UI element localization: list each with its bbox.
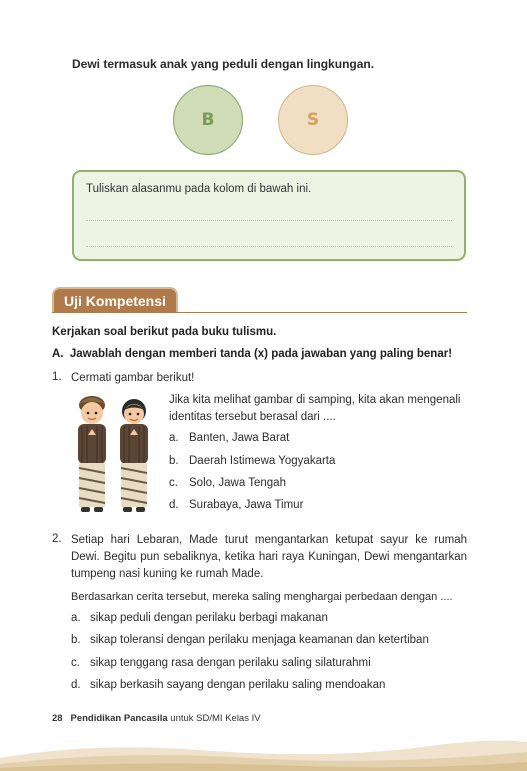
choice-s-label: S <box>306 110 320 130</box>
option-letter[interactable]: a. <box>71 612 81 624</box>
option-letter[interactable]: b. <box>71 634 81 646</box>
option-text[interactable]: sikap toleransi dengan perilaku menjaga keamanan dan ketertiban <box>90 634 429 646</box>
question-prompt: Cermati gambar berikut! <box>71 372 195 384</box>
question-number: 1. <box>52 371 62 383</box>
section-divider <box>52 312 467 313</box>
option-text[interactable]: sikap peduli dengan perilaku berbagi makanan <box>90 612 328 624</box>
option-letter[interactable]: c. <box>169 477 178 489</box>
question-text: identitas tersebut berasal dari .... <box>169 411 336 423</box>
book-subtitle: untuk SD/MI Kelas IV <box>167 713 261 724</box>
option-letter[interactable]: b. <box>169 455 179 467</box>
option-text[interactable]: sikap tenggang rasa dengan perilaku saling silaturahmi <box>90 657 371 669</box>
option-letter[interactable]: a. <box>169 432 179 444</box>
question-number: 2. <box>52 533 62 545</box>
option-text[interactable]: Surabaya, Jawa Timur <box>189 499 304 511</box>
option-text[interactable]: Daerah Istimewa Yogyakarta <box>189 455 336 467</box>
answer-box-label: Tuliskan alasanmu pada kolom di bawah ini. <box>86 183 312 195</box>
answer-line <box>86 220 452 221</box>
option-text[interactable]: sikap berkasih sayang dengan perilaku saling mendoakan <box>90 679 386 691</box>
option-text[interactable]: Banten, Jawa Barat <box>189 432 290 444</box>
question-text: Setiap hari Lebaran, Made turut mengantarkan ketupat sayur ke rumah <box>71 534 467 546</box>
question-text: Dewi. Begitu pun sebaliknya, ketika hari raya Kuningan, Dewi mengantarkan <box>71 551 467 563</box>
page-footer <box>52 713 261 724</box>
answer-line <box>86 246 452 247</box>
option-letter[interactable]: d. <box>71 679 81 691</box>
option-letter[interactable]: c. <box>71 657 80 669</box>
book-title: Pendidikan Pancasila <box>70 713 168 724</box>
choice-b-label: B <box>201 110 215 130</box>
page-number: 28 <box>52 713 63 724</box>
question-text: tumpeng nasi kuning ke rumah Made. <box>71 568 264 580</box>
decorative-wave <box>0 728 527 771</box>
question-prompt: Berdasarkan cerita tersebut, mereka saling menghargai perbedaan dengan .... <box>71 591 453 603</box>
part-a-heading: A. Jawablah dengan memberi tanda (x) pada jawaban yang paling benar! <box>52 348 453 360</box>
boy-figure <box>78 396 106 512</box>
question-text: Jika kita melihat gambar di samping, kita akan mengenali <box>169 394 461 406</box>
answer-box[interactable] <box>72 170 466 261</box>
choice-s-button[interactable] <box>278 85 348 155</box>
option-text[interactable]: Solo, Jawa Tengah <box>189 477 286 489</box>
girl-figure <box>120 399 148 512</box>
choice-b-button[interactable] <box>173 85 243 155</box>
option-letter[interactable]: d. <box>169 499 179 511</box>
traditional-clothing-illustration <box>70 393 158 520</box>
section-title: Uji Kompetensi <box>52 287 178 312</box>
statement-text: Dewi termasuk anak yang peduli dengan lingkungan. <box>72 57 375 71</box>
instruction-text: Kerjakan soal berikut pada buku tulismu. <box>52 326 277 338</box>
